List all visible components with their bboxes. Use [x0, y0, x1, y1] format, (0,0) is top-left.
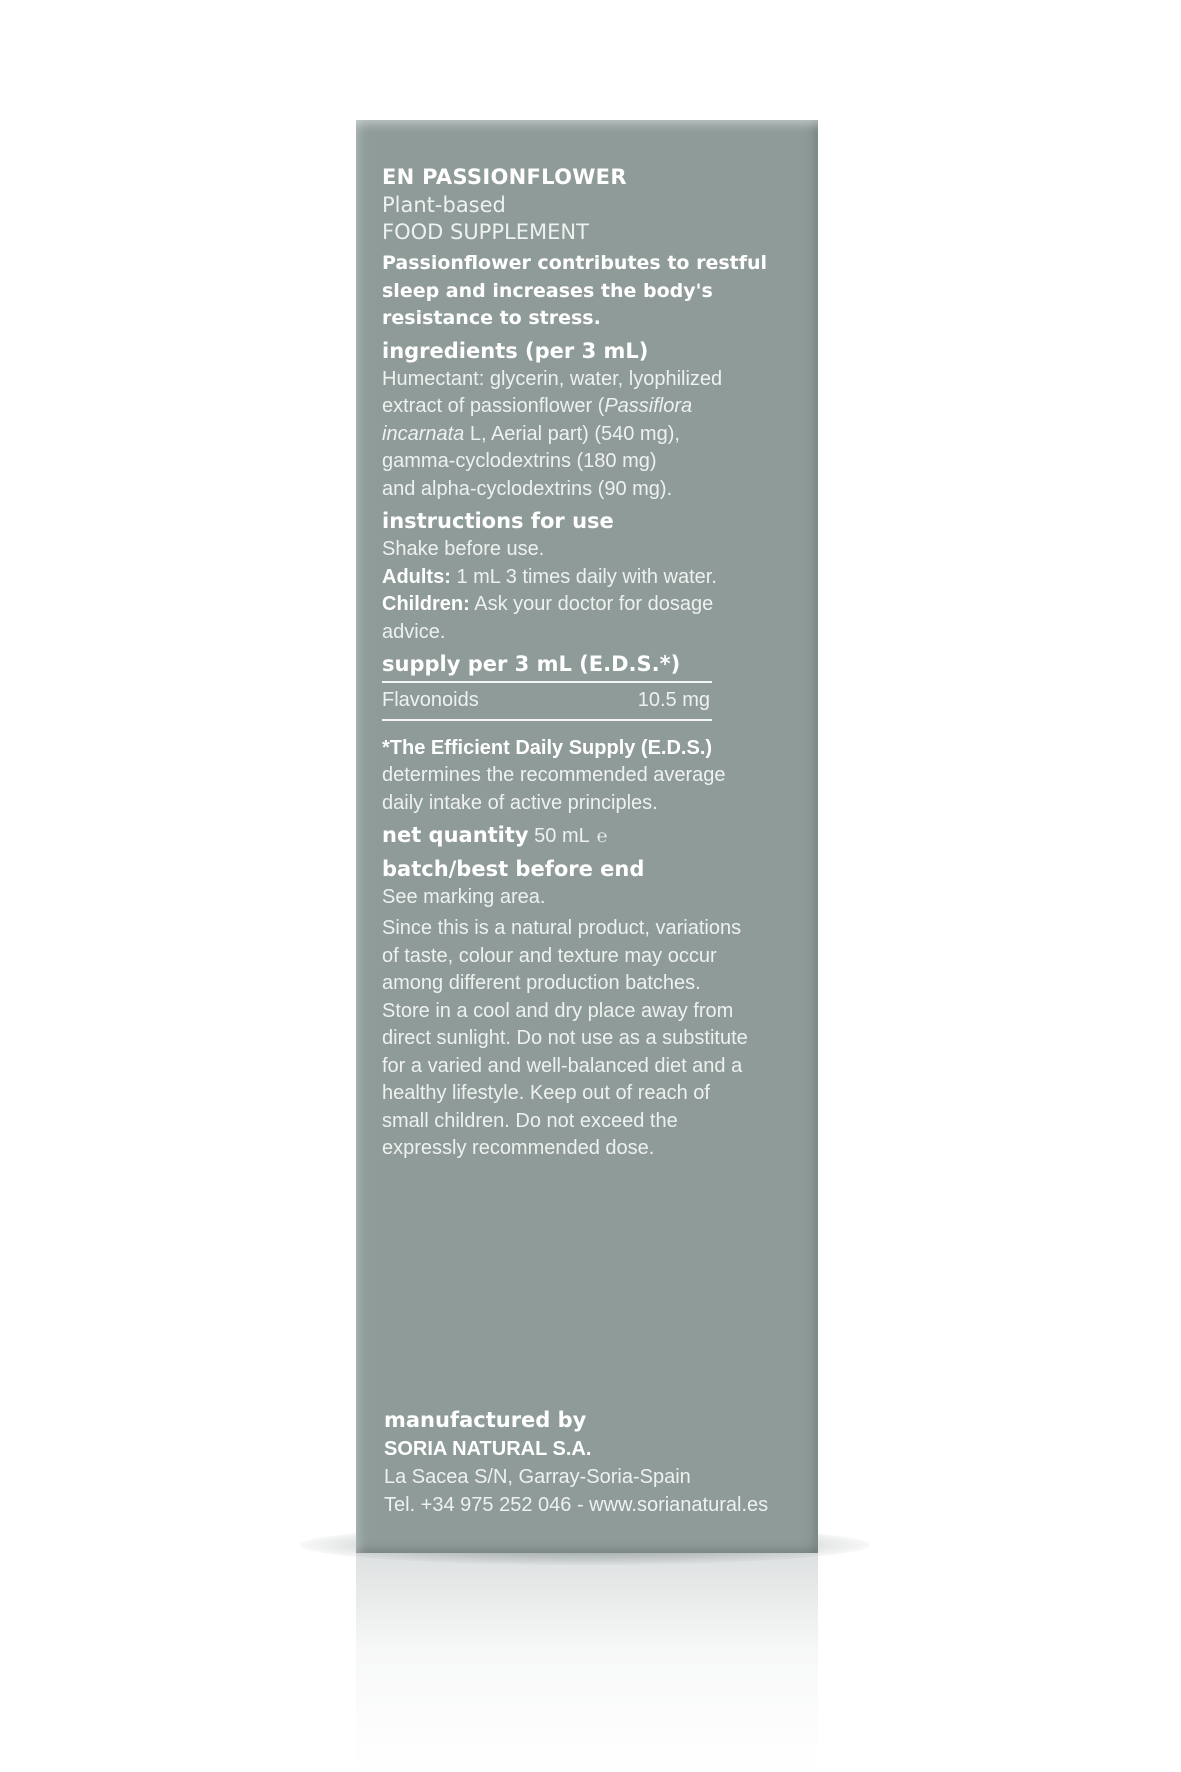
- instructions-text: [382, 536, 797, 646]
- ingredients-line: gamma-cyclodextrins (180 mg): [382, 450, 657, 472]
- health-claim: [382, 250, 797, 333]
- estimated-sign-icon: ℮: [596, 826, 608, 846]
- manufacturer-contact: Tel. +34 975 252 046 - www.sorianatural.es: [384, 1494, 769, 1516]
- claim-line: sleep and increases the body's: [382, 279, 713, 302]
- notice-line: Since this is a natural product, variations: [382, 917, 742, 939]
- ingredients-text: [382, 366, 797, 504]
- instructions-children: [382, 591, 797, 619]
- claim-line: Passionflower contributes to restful: [382, 252, 768, 274]
- manufacturer-address: La Sacea S/N, Garray-Soria-Spain: [384, 1466, 691, 1488]
- manufacturer-block: [384, 1405, 804, 1519]
- instructions-line: advice.: [382, 620, 446, 643]
- supply-row-label: Flavonoids: [382, 689, 479, 711]
- latin-name-species: incarnata: [382, 422, 465, 445]
- ingredients-line: and alpha-cyclodextrins (90 mg).: [382, 477, 673, 500]
- adults-label: Adults:: [382, 565, 451, 588]
- notice-line: direct sunlight. Do not use as a substitute: [382, 1027, 748, 1049]
- notice-line: small children. Do not exceed the: [382, 1109, 678, 1132]
- notice-line: of taste, colour and texture may occur: [382, 944, 717, 967]
- claim-line: resistance to stress.: [382, 307, 601, 329]
- net-quantity: [382, 820, 797, 851]
- children-text: Ask your doctor for dosage: [469, 593, 714, 615]
- net-quantity-value: 50 mL: [528, 825, 595, 847]
- eds-note-line: determines the recommended average: [382, 764, 726, 786]
- product-name: EN PASSIONFLOWER: [382, 165, 627, 189]
- ingredients-line: [382, 393, 797, 421]
- manufacturer-company: SORIA NATURAL S.A.: [384, 1438, 592, 1460]
- notice-line: among different production batches.: [382, 972, 701, 994]
- notice-line: for a varied and well-balanced diet and a: [382, 1054, 743, 1077]
- notice-line: Store in a cool and dry place away from: [382, 999, 734, 1022]
- net-quantity-label: net quantity: [382, 823, 529, 847]
- eds-note: [382, 735, 797, 818]
- notice-line: healthy lifestyle. Keep out of reach of: [382, 1082, 710, 1104]
- supply-heading: supply per 3 mL (E.D.S.*): [382, 652, 681, 676]
- box-reflection: [356, 1553, 818, 1772]
- batch-heading: batch/best before end: [382, 856, 645, 881]
- supply-row-value: 10.5 mg: [637, 689, 710, 711]
- ingredients-text-segment: L, Aerial part) (540 mg),: [464, 422, 680, 445]
- label-content: [382, 162, 797, 1163]
- adults-text: 1 mL 3 times daily with water.: [450, 565, 717, 588]
- notice-text: [382, 915, 797, 1163]
- eds-note-title: *The Efficient Daily Supply (E.D.S.): [382, 736, 713, 759]
- ingredients-line: Humectant: glycerin, water, lyophilized: [382, 367, 723, 390]
- subtitle-plant-based: Plant-based: [382, 193, 506, 217]
- batch-text: See marking area.: [382, 885, 546, 908]
- supply-table-row: [382, 681, 712, 721]
- notice-line: expressly recommended dose.: [382, 1137, 655, 1159]
- ingredients-line: [382, 421, 797, 449]
- instructions-adults: [382, 564, 797, 592]
- ingredients-text-segment: extract of passionflower (: [382, 395, 605, 417]
- instructions-heading: instructions for use: [382, 509, 614, 533]
- eds-note-line: daily intake of active principles.: [382, 791, 658, 814]
- children-label: Children:: [382, 593, 470, 615]
- subtitle-food-supplement: FOOD SUPPLEMENT: [382, 220, 589, 244]
- latin-name-genus: Passiflora: [604, 395, 693, 417]
- instructions-line: Shake before use.: [382, 538, 545, 560]
- ingredients-heading: ingredients (per 3 mL): [382, 338, 649, 363]
- manufacturer-heading: manufactured by: [384, 1408, 587, 1432]
- product-box-back: [356, 120, 818, 1553]
